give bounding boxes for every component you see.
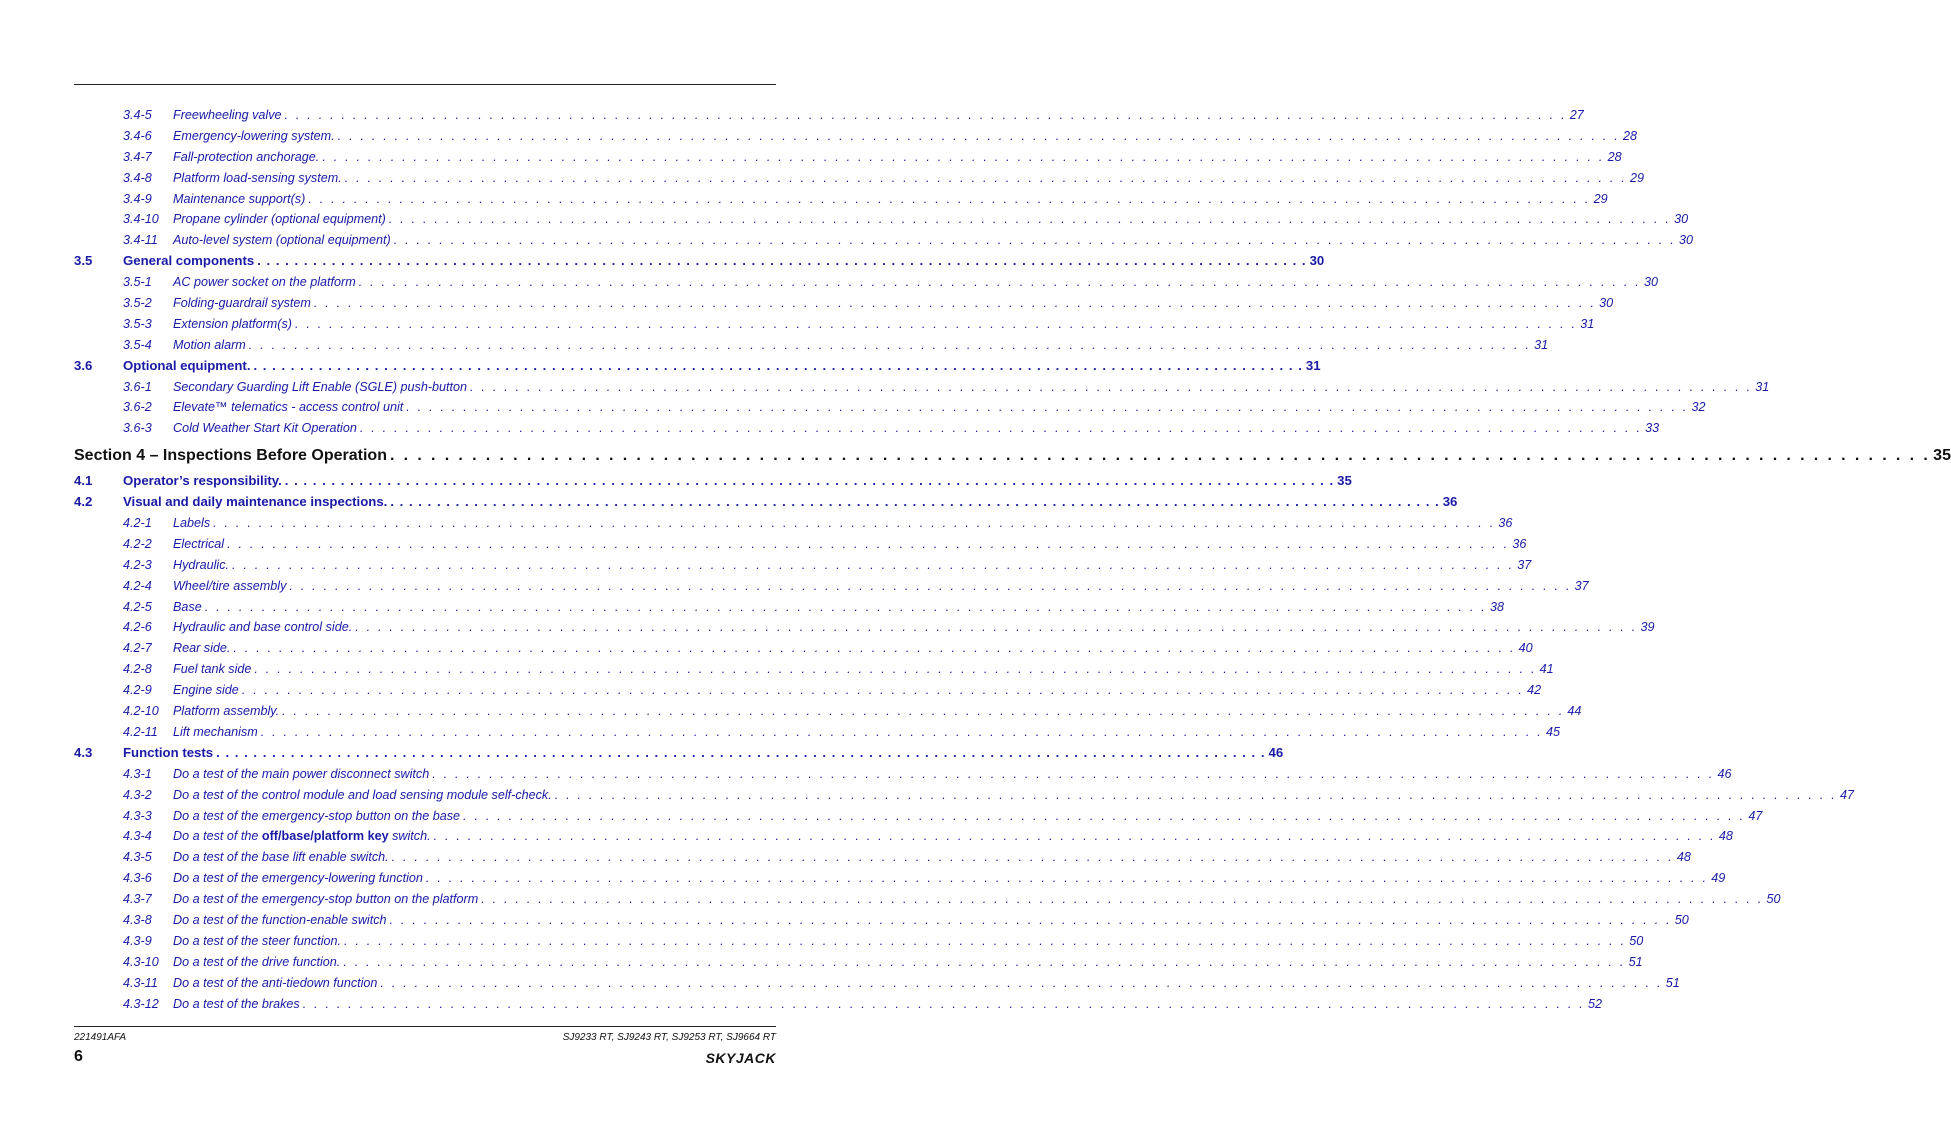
toc-entry-number: 3.4-6 — [123, 128, 152, 143]
toc-page-number: 36 — [1512, 536, 1527, 551]
toc-entry[interactable] — [74, 722, 1560, 743]
toc-page-number: 36 — [1442, 494, 1458, 510]
toc-entry[interactable] — [74, 638, 1533, 659]
toc-page-number: 46 — [1717, 766, 1732, 781]
toc-page-number: 47 — [1748, 808, 1763, 823]
toc-page-number: 35 — [1933, 447, 1951, 465]
toc-leader-dots: . . . . . . . . . . . . . . . . . . . . . . . . . . . . . . . . . . . . . . . . . . . . . . . . . . . . . . . . . . . . . . . . . . . . . . . . . . . . . . . . . . . . . . . . . . . . . . . . . . . . . . . . . . . . . . . . . — [284, 473, 1335, 489]
toc-entry-number: 4.3-3 — [123, 808, 152, 823]
toc-entry-title: General components — [123, 253, 255, 269]
toc-leader-dots: . . . . . . . . . . . . . . . . . . . . . . . . . . . . . . . . . . . . . . . . . . . . . . . . . . . . . . . . . . . . . . . . . . . . . . . . . . . . . . . . . . . . . . . . . . . . . . . . . . . . . . . . . . . . . . . . . — [213, 516, 1496, 531]
toc-entry-number: 3.5 — [74, 253, 93, 269]
toc-leader-dots: . . . . . . . . . . . . . . . . . . . . . . . . . . . . . . . . . . . . . . . . . . . . . . . . . . . . . . . . . . . . . . . . . . . . . . . . . . . . . . . . . . . . . . . . . . . . . . . . . . . . . . . . . . . . . . . . . — [391, 850, 1674, 865]
toc-entry[interactable] — [74, 659, 1554, 680]
toc-page-number: 46 — [1268, 744, 1284, 760]
toc-entry[interactable] — [74, 701, 1582, 722]
toc-entry[interactable] — [74, 973, 1680, 994]
toc-entry-title: Emergency-lowering system. — [173, 128, 335, 143]
toc-entry-number: 4.2-5 — [123, 599, 152, 614]
toc-page-number: 38 — [1489, 599, 1504, 614]
toc-leader-dots: . . . . . . . . . . . . . . . . . . . . . . . . . . . . . . . . . . . . . . . . . . . . . . . . . . . . . . . . . . . . . . . . . . . . . . . . . . . . . . . . . . . . . . . . . . . . . . . . . . . . . . . . . . . . . . . . . — [322, 149, 1605, 164]
toc-leader-dots: . . . . . . . . . . . . . . . . . . . . . . . . . . . . . . . . . . . . . . . . . . . . . . . . . . . . . . . . . . . . . . . . . . . . . . . . . . . . . . . . . . . . . . . . . . . . . . . . . . . . . . . . . . . . . . . . . — [253, 357, 1303, 373]
toc-entry-title: Do a test of the brakes — [173, 996, 300, 1011]
toc-entry-number: 4.2-10 — [123, 704, 159, 719]
toc-page-number: 36 — [1498, 516, 1513, 531]
toc-entry-title: Labels — [173, 516, 211, 531]
toc-leader-dots: . . . . . . . . . . . . . . . . . . . . . . . . . . . . . . . . . . . . . . . . . . . . . . . . . . . . . . . . . . . . . . . . . . . . . . . . . . . . . . . . . . . . . . . . . . . . . . . . . . . . . . . . . . . . . . . . . — [308, 191, 1591, 206]
toc-entry-title: Lift mechanism — [173, 724, 258, 739]
toc-entry-title: Optional equipment. — [123, 357, 251, 373]
toc-section[interactable] — [74, 492, 1458, 513]
toc-leader-dots: . . . . . . . . . . . . . . . . . . . . . . . . . . . . . . . . . . . . . . . . . . . . . . . . . . . . . . . . . . . . . . . . . . . . . . . . . . . . . . . . . . . . . . . . . . . . . . . . . . . . . . . . . . . . . . . . . — [284, 108, 1567, 122]
toc-page-number: 28 — [1607, 149, 1622, 164]
toc-entry-title: Fuel tank side — [173, 662, 252, 677]
toc-entry[interactable] — [74, 534, 1527, 555]
toc-entry-title: AC power socket on the platform — [173, 275, 356, 290]
toc-page-number: 29 — [1629, 170, 1644, 185]
toc-entry-number: 4.3-1 — [123, 766, 152, 781]
toc-entry-number: 4.2-7 — [123, 641, 152, 656]
toc-entry-number: 4.3 — [74, 744, 93, 760]
toc-entry-number: 4.2-11 — [123, 724, 158, 739]
toc-page-number: 51 — [1628, 954, 1643, 969]
toc-entry[interactable] — [74, 209, 1689, 230]
toc-leader-dots: . . . . . . . . . . . . . . . . . . . . . . . . . . . . . . . . . . . . . . . . . . . . . . . . . . . . . . . . . . . . . . . . . . . . . . . . . . . . . . . . . . . . . . . . . . . . . . . . . . . . . . . . . . . . . . . . . — [390, 494, 1440, 510]
toc-leader-dots: . . . . . . . . . . . . . . . . . . . . . . . . . . . . . . . . . . . . . . . . . . . . . . . . . . . . . . . . . . . . . . . . . . . . . . . . . . . . . . . . . . . . . . . . . . . . . . . . . . . . . . . . . . . . . . . . . — [313, 296, 1597, 311]
toc-entry-title: Do a test of the drive function. — [173, 954, 341, 969]
toc-entry-title: Do a test of the main power disconnect switch — [173, 766, 430, 781]
toc-entry-number: 3.5-1 — [123, 275, 152, 290]
toc-entry[interactable] — [74, 513, 1513, 534]
toc-leader-dots: . . . . . . . . . . . . . . . . . . . . . . . . . . . . . . . . . . . . . . . . . . . . . . . . . . . . . . . . . . . . . . . . . . . . . . . . . . . . . . . . . . . . . . . . . . . . . . . . . . . . . . . . . . . . . . . . . — [358, 275, 1641, 290]
toc-entry[interactable] — [74, 952, 1643, 973]
toc-leader-dots: . . . . . . . . . . . . . . . . . . . . . . . . . . . . . . . . . . . . . . . . . . . . . . . . . . . . . . . . . . . . . . . . . . . . . . . . . . . . . . . . . . . . . . . . . . . . . . . . . . . . . . . . . . . . . . . . . — [343, 954, 1626, 969]
toc-entry-title: Cold Weather Start Kit Operation — [173, 421, 357, 436]
toc-entry-title: Fall-protection anchorage. — [173, 149, 320, 164]
toc-leader-dots: . . . . . . . . . . . . . . . . . . . . . . . . . . . . . . . . . . . . . . . . . . . . . . . . . . . . . . . . . . . . . . . . . . . . . . . . . . . . . . . . . . . . . . . . . . . . . . . . . . . . . . . . . . . . . . . . . — [344, 933, 1627, 948]
toc-page-number: 50 — [1629, 933, 1644, 948]
toc-entry-title: Wheel/tire assembly — [173, 578, 287, 593]
toc-leader-dots: . . . . . . . . . . . . . . . . . . . . . . . . . . . . . . . . . . . . . . . . . . . . . . . . . . . . . . . . . . . . . . . . . . . . . . . . . . . . . . . . . . . . . . . . . . . . . . . . . . . . . . . . . . . . . . . . . — [481, 892, 1764, 907]
toc-entry-number: 4.2-4 — [123, 578, 152, 593]
toc-entry-number: 3.6 — [74, 357, 93, 373]
toc-leader-dots: . . . . . . . . . . . . . . . . . . . . . . . . . . . . . . . . . . . . . . . . . . . . . . . . . . . . . . . . . . . . . . . . . . . . . . . . . . . . . . . . . . . . . . . . . . . . . . . . . . . . . . . . . . . . . . . . . — [294, 316, 1578, 331]
toc-entry-title: Maintenance support(s) — [173, 191, 306, 206]
toc-entry[interactable] — [74, 868, 1726, 889]
toc-entry-title: Do a test of the emergency-stop button on the platform — [173, 892, 479, 907]
toc-entry-title: Do a test of the emergency-lowering function — [173, 871, 423, 886]
toc-leader-dots: . . . . . . . . . . . . . . . . . . . . . . . . . . . . . . . . . . . . . . . . . . . . . . . . . . . . . . . . . . . . . . . . . . . . . . . . . . . . . . . . . . . . . . . . . . . . . . . . . . . . . . . . . . . . . . . . . — [232, 557, 1515, 572]
toc-entry-number: 4.3-5 — [123, 850, 152, 865]
toc-entry[interactable] — [74, 994, 1602, 1015]
toc-entry-title: Function tests — [123, 744, 214, 760]
toc-entry-title: Freewheeling valve — [173, 108, 282, 122]
toc-entry-number: 4.3-9 — [123, 933, 152, 948]
toc-entry-title — [173, 826, 434, 847]
toc-entry-title: Platform assembly. — [173, 704, 280, 719]
toc-leader-dots: . . . . . . . . . . . . . . . . . . . . . . . . . . . . . . . . . . . . . . . . . . . . . . . . . . . . . . . . . . . . . . . . . . . . . . . . . . . . . . . . . . . . . . . . . . . . . . . . . . . . . . . . . . . . . . . . . — [227, 536, 1510, 551]
toc-entry-number: 4.3-7 — [123, 892, 152, 907]
page-number: 6 — [74, 1048, 83, 1065]
toc-page-number: 48 — [1718, 829, 1733, 844]
toc-leader-dots: . . . . . . . . . . . . . . . . . . . . . . . . . . . . . . . . . . . . . . . . . . . . . . . . . . . . . . . . . . . . . . . . . . . . . . . . . . . . . . . . . . . . . . . . . . . . . . . . . . . . . . . . . . . . . . . . . — [241, 683, 1525, 698]
toc-entry-number: 3.6-2 — [123, 400, 152, 415]
toc-section[interactable] — [74, 251, 1325, 272]
toc-page-number: 42 — [1527, 683, 1542, 698]
toc-entry[interactable] — [74, 147, 1622, 168]
toc-entry-number: 4.3-12 — [123, 996, 159, 1011]
toc-entry-title: Folding-guardrail system — [173, 296, 311, 311]
toc-page-number: 44 — [1567, 704, 1582, 719]
toc-leader-dots: . . . . . . . . . . . . . . . . . . . . . . . . . . . . . . . . . . . . . . . . . . . . . . . . . . . . . . . . . . . . . . . . . . . . . . . . . . . . . . . . . . . . . . . . . . . . . . . . . . . . . . . . . . . . . . . . . — [204, 599, 1487, 614]
toc-entry[interactable] — [74, 597, 1504, 618]
toc-entry-title: Do a test of the anti-tiedown function — [173, 975, 378, 990]
toc-entry-title: Hydraulic and base control side. — [173, 620, 353, 635]
header-rule — [74, 84, 776, 85]
toc-entry-title: Do a test of the control module and load sensing module self-check. — [173, 787, 552, 802]
toc-entry-number: 4.2-6 — [123, 620, 152, 635]
toc-page-number: 28 — [1622, 128, 1637, 143]
toc-entry-number: 4.2-8 — [123, 662, 152, 677]
toc-entry[interactable] — [74, 397, 1706, 418]
toc-entry[interactable] — [74, 189, 1608, 210]
toc-page-number: 47 — [1840, 787, 1855, 802]
toc-page-number: 33 — [1645, 421, 1660, 436]
toc-entry[interactable] — [74, 806, 1763, 827]
toc-leader-dots: . . . . . . . . . . . . . . . . . . . . . . . . . . . . . . . . . . . . . . . . . . . . . . . . . . . . . . . . . . . . . . . . . . . . . . . . . . . . . . . . . . . . . . . . . . . . . . . . . . . . . . . . . . . . . . . . . — [470, 379, 1753, 394]
toc-entry-number: 4.3-4 — [123, 829, 152, 844]
toc-section[interactable] — [74, 743, 1284, 764]
toc-entry-title: Auto-level system (optional equipment) — [173, 233, 391, 248]
toc-entry-number: 3.4-9 — [123, 191, 152, 206]
toc-page-number: 37 — [1517, 557, 1532, 572]
toc-page-number: 30 — [1643, 275, 1658, 290]
toc-leader-dots: . . . . . . . . . . . . . . . . . . . . . . . . . . . . . . . . . . . . . . . . . . . . . . . . . . . . . . . . . . . . . . . . . . . . . . . . . . . . . . . . . . . . . . . . . . . . . . . . . . . . . . . . . . . . . . . . . — [554, 787, 1837, 802]
toc-leader-dots: . . . . . . . . . . . . . . . . . . . . . . . . . . . . . . . . . . . . . . . . . . . . . . . . . . . . . . . . . . . . . . . . . . . . . . . . . . . . . . . . . . . . . . . . . . . . . . . . . . . . . . . . . . . . . . . . . — [257, 253, 1307, 269]
toc-entry-title: Visual and daily maintenance inspections. — [123, 494, 388, 510]
toc-entry-title: Operator’s responsibility. — [123, 473, 282, 489]
toc-title-part: Do a test of the — [173, 829, 262, 844]
toc-leader-dots: . . . . . . . . . . . . . . . . . . . . . . . . . . . . . . . . . . . . . . . . . . . . . . . . . . . . . . . . . . . . . . . . . . . . . . . . . . . . . . . . . . . . . . . . . . . . . . . . . . . . . . . . . . . . . . . . . — [254, 662, 1537, 677]
toc-entry[interactable] — [74, 555, 1532, 576]
toc-leader-dots: . . . . . . . . . . . . . . . . . . . . . . . . . . . . . . . . . . . . . . . . . . . . . . . . . . . . . . . . . . . . . . . . . . . . . . . . . . . . . . . . . . . . . . . . . . . . . . . . . . . . . . . . . . . . . . . . . — [388, 212, 1672, 227]
toc-entry-title: Do a test of the base lift enable switch. — [173, 850, 389, 865]
toc-leader-dots: . . . . . . . . . . . . . . . . . . . . . . . . . . . . . . . . . . . . . . . . . . . . . . . . . . . . . . . . . . . . . . . . . . . . . . . . . . . . . . . . . . . . . . . . . . . . . . . . . . . . . . . . . . . . . . . . . — [355, 620, 1638, 635]
toc-page-number: 48 — [1676, 850, 1691, 865]
toc-entry[interactable] — [74, 931, 1644, 952]
toc-page-number: 39 — [1640, 620, 1655, 635]
toc-entry[interactable] — [74, 418, 1660, 439]
toc-page-number: 40 — [1518, 641, 1533, 656]
toc-page-number: 45 — [1545, 724, 1560, 739]
toc-entry-number: 3.4-5 — [123, 108, 152, 122]
toc-leader-dots: . . . . . . . . . . . . . . . . . . . . . . . . . . . . . . . . . . . . . . . . . . . . . . . . . . . . . . . . . . . . . . . . . . . . . . . . . . . . . . . . . . . . . . . . . . . . . . . . . . . . . . . . . . . . . . . . . — [380, 975, 1663, 990]
toc-entry-number: 3.5-2 — [123, 296, 152, 311]
toc-leader-dots: . . . . . . . . . . . . . . . . . . . . . . . . . . . . . . . . . . . . . . . . . . . . . . . . . . . . . . . . . . . . . . . . . . . . . . . . . . . . . . . . . . . . . . . . . . . . . . . . . . . . . . . . . . . . . . . . . — [432, 766, 1715, 781]
toc-entry[interactable] — [74, 847, 1691, 868]
toc-entry-title: Secondary Guarding Lift Enable (SGLE) push-button — [173, 379, 468, 394]
toc-page-number: 41 — [1539, 662, 1554, 677]
toc-entry-title: Do a test of the steer function. — [173, 933, 342, 948]
toc-page-number: 50 — [1674, 912, 1689, 927]
toc-entry-title: Motion alarm — [173, 337, 246, 352]
model-list: SJ9233 RT, SJ9243 RT, SJ9253 RT, SJ9664 RT — [562, 1032, 776, 1043]
toc-entry-number: 3.4-10 — [123, 212, 159, 227]
toc-title-keyword: off/base/platform key — [261, 829, 389, 844]
toc-page-number: 30 — [1674, 212, 1689, 227]
skyjack-logo: SKYJACK — [705, 1050, 776, 1066]
toc-section[interactable] — [74, 471, 1352, 492]
toc-entry-number: 4.2-2 — [123, 536, 152, 551]
toc-leader-dots: . . . . . . . . . . . . . . . . . . . . . . . . . . . . . . . . . . . . . . . . . . . . . . . . . . . . . . . . . . . . . . . . . . . . . . . . . . . . . . . . . . . . . . . . . . . . . . . . . . . . . . . . . . . . . . . . . — [359, 421, 1643, 436]
toc-page-number: 51 — [1665, 975, 1680, 990]
toc-leader-dots: . . . . . . . . . . . . . . . . . . . . . . . . . . . . . . . . . . . . . . . . . . . . . . . . . . . . . . . . . . . . . . . . . . . . . . . . . . . . . . . . . . . . . . . . . . . . . . . . . . . . . . . . . . . . . . . . . — [393, 233, 1676, 248]
toc-page-number: 32 — [1691, 400, 1706, 415]
toc-entry-title: Propane cylinder (optional equipment) — [173, 212, 386, 227]
toc-entry[interactable] — [74, 293, 1614, 314]
toc-title-part: switch. — [388, 829, 431, 844]
toc-entry-title: Section 4 – Inspections Before Operation — [74, 447, 387, 465]
document-code: 221491AFA — [74, 1032, 127, 1043]
toc-page-number: 30 — [1678, 233, 1693, 248]
toc-entry-number: 4.2-1 — [123, 516, 152, 531]
toc-entry-number: 4.2-9 — [123, 683, 152, 698]
toc-entry-number: 3.4-8 — [123, 170, 152, 185]
toc-entry[interactable] — [74, 230, 1693, 251]
toc-page-number: 31 — [1580, 316, 1595, 331]
toc-leader-dots: . . . . . . . . . . . . . . . . . . . . . . . . . . . . . . . . . . . . . . . . . . . . . . . . . . . . . . . . . . . . . . . . . . . . . . . . . . . . . . . . . . . . . . . . . . . . . . . . . . . . . . . . . . . . . . . . . — [337, 128, 1620, 143]
toc-entry-number: 4.2-3 — [123, 557, 152, 572]
toc-entry-number: 4.3-8 — [123, 912, 152, 927]
toc-entry-number: 3.6-1 — [123, 379, 152, 394]
toc-page-number: 27 — [1569, 108, 1584, 122]
toc-page-number: 30 — [1599, 296, 1614, 311]
toc-entry-number: 4.3-10 — [123, 954, 159, 969]
toc-leader-dots: . . . . . . . . . . . . . . . . . . . . . . . . . . . . . . . . . . . . . . . . . . . . . . . . . . . . . . . . . . . . . . . . . . . . . . . . . . . . . . . . . . . . . . . . . . . . . . . . . . . . . . . . . . . . . . . . . — [260, 724, 1543, 739]
toc-entry-title: Platform load-sensing system. — [173, 170, 342, 185]
toc-entry-number: 4.3-11 — [123, 975, 158, 990]
toc-entry-number: 4.1 — [74, 473, 93, 489]
toc-entry[interactable] — [74, 335, 1549, 356]
toc-entry-title: Do a test of the emergency-stop button on the base — [173, 808, 461, 823]
toc-leader-dots: . . . . . . . . . . . . . . . . . . . . . . . . . . . . . . . . . . . . . . . . . . . . . . . . . . . . . . . . . . . . . . . . . . . . . . . . . . . . . . . . . . . . . . . . . . . . . . . . . . . . . . . . . . . . . . . . . — [233, 641, 1516, 656]
toc-leader-dots: . . . . . . . . . . . . . . . . . . . . . . . . . . . . . . . . . . . . . . . . . . . . . . . . . . . . . . . . . . . . . . . . . . . . . . . . . . . . . . . . . . . . . . . . . . . . . . . . . . . . . . . . . . . . . . . . . — [216, 744, 1266, 760]
toc-entry-number: 4.2 — [74, 494, 93, 510]
toc-page-number: 31 — [1534, 337, 1549, 352]
toc-entry-number: 3.4-11 — [123, 233, 158, 248]
toc-entry-number: 3.5-4 — [123, 337, 152, 352]
toc-page-number: 52 — [1587, 996, 1602, 1011]
toc-entry[interactable] — [74, 168, 1644, 189]
toc-page-number: 50 — [1766, 892, 1781, 907]
toc-entry[interactable] — [74, 576, 1589, 597]
toc-entry[interactable] — [74, 889, 1781, 910]
toc-entry[interactable] — [74, 680, 1542, 701]
toc-page-number: 35 — [1337, 473, 1352, 489]
toc-entry-title: Elevate™ telematics - access control unit — [173, 400, 404, 415]
toc-entry[interactable] — [74, 377, 1770, 398]
toc-entry[interactable] — [74, 272, 1658, 293]
toc-section[interactable] — [74, 356, 1321, 377]
toc-page-number: 49 — [1711, 871, 1726, 886]
toc-leader-dots: . . . . . . . . . . . . . . . . . . . . . . . . . . . . . . . . . . . . . . . . . . . . . . . . . . . . . . . . . . . . . . . . . . . . . . . . . . . . . . . . . . . . . . . . . . . . . . . . . . . . . . . . . . . . . . . . . — [248, 337, 1532, 352]
toc-leader-dots: . . . . . . . . . . . . . . . . . . . . . . . . . . . . . . . . . . . . . . . . . . . . . . . . . . . . . . . . . . . . . . . . . . . . . . . . . . . . . . . . . . . . . . . . . . . . . . . . . . . . . . . . . . . . . . . . . — [289, 578, 1572, 593]
toc-entry-number: 3.4-7 — [123, 149, 152, 164]
toc-entry-number: 4.3-6 — [123, 871, 152, 886]
toc-page-number: 30 — [1309, 253, 1325, 269]
toc-leader-dots: . . . . . . . . . . . . . . . . . . . . . . . . . . . . . . . . . . . . . . . . . . . . . . . . . . . . . . . . . . . . . . . . . . . . . . . . . . . . . . . . . . . . . . . . . . . . . . . . . . . . . . . . . . . . . . . . . — [344, 170, 1627, 185]
toc-chapter[interactable] — [74, 441, 1951, 471]
toc-page-number: 37 — [1574, 578, 1589, 593]
toc-entry[interactable] — [74, 764, 1732, 785]
toc-entry-title: Extension platform(s) — [173, 316, 292, 331]
toc-entry-number: 3.5-3 — [123, 316, 152, 331]
toc-entry-title: Do a test of the function-enable switch — [173, 912, 387, 927]
toc-leader-dots: . . . . . . . . . . . . . . . . . . . . . . . . . . . . . . . . . . . . . . . . . . . . . . . . . . . . . . . . . . . . . . . . . . . . . . . . . . . . . . . . . . . . . . . . . . . . . . . . . . . . . . . . . . . . . . . . . — [406, 400, 1689, 415]
toc-leader-dots: . . . . . . . . . . . . . . . . . . . . . . . . . . . . . . . . . . . . . . . . . . . . . . . . . . . . . . . . . . . . . . . . . . . . . . . . . . . . . . . . . . . . . . . . . . . . . . . . . . . . . . . . . . . . . . . . . — [433, 829, 1716, 844]
toc-entry[interactable] — [74, 617, 1655, 638]
toc-leader-dots: . . . . . . . . . . . . . . . . . . . . . . . . . . . . . . . . . . . . . . . . . . . . . . . . . . . . . . . . . . . . . . . . . . . . . . . . . . . . . . . . . . . . . . . . . . . . . . . . . . . . . . . . . . . . . . . . . — [425, 871, 1709, 886]
toc-entry-title: Engine side — [173, 683, 239, 698]
toc-leader-dots: . . . . . . . . . . . . . . . . . . . . . . . . . . . . . . . . . . . . . . . . . . . . . . . . . . . . . . . . . . . . . . . . . . . . . . . . . . . . . . . . . . . . . . . . . . . . . . . . . . . . . . . . . . . . . . . . . — [389, 912, 1672, 927]
toc-entry[interactable] — [74, 105, 1584, 126]
toc-entry-number: 3.6-3 — [123, 421, 152, 436]
toc-entry[interactable] — [74, 126, 1637, 147]
toc-leader-dots: . . . . . . . . . . . . . . . . . . . . . . . . . . . . . . . . . . . . . . . . . . . . . . . . . . . . . . . . . . . . . . . . . . . . . . . . . . . . . . . . . . . . . . . . . . . . . . . . . . . . . . . . . . . . . . . . . — [463, 808, 1746, 823]
toc-leader-dots: . . . . . . . . . . . . . . . . . . . . . . . . . . . . . . . . . . . . . . . . . . . . . . . . . . . . . . . . . . . . . . . . . . . . . . . . . . . . . . . . . . . . . . . . . . . . . . . . . . . . . . . . . . . . . . . . . — [282, 704, 1565, 719]
toc-entry-title: Rear side. — [173, 641, 231, 656]
toc-page-number: 31 — [1755, 379, 1770, 394]
toc-entry[interactable] — [74, 910, 1689, 931]
toc-entry-title: Electrical — [173, 536, 225, 551]
toc-entry[interactable] — [74, 826, 1733, 847]
toc-entry-title: Hydraulic. — [173, 557, 229, 572]
footer-rule — [74, 1026, 776, 1027]
toc-page-number: 31 — [1305, 357, 1321, 373]
toc-page-number: 29 — [1593, 191, 1608, 206]
toc-entry[interactable] — [74, 314, 1595, 335]
toc-entry-title: Base — [173, 599, 202, 614]
table-of-contents — [74, 105, 1951, 1014]
toc-leader-dots: . . . . . . . . . . . . . . . . . . . . . . . . . . . . . . . . . . . . . . . . . . . . . . . . . . . . . . . . . . . . . . . . . . . . . . . . . . . . . . . . . . . . . . . . . . . . . . . . . . . . . . . . . . . . . . . . . — [302, 996, 1585, 1011]
toc-leader-dots: . . . . . . . . . . . . . . . . . . . . . . . . . . . . . . . . . . . . . . . . . . . . . . . . . . . . . . . . . . . . . . . . . . . . . . . . . . . . . . . . . . . . . . . . . . . . . . . . . . . . . . . . . . . . . . . . . — [389, 447, 1931, 465]
toc-entry-number: 4.3-2 — [123, 787, 152, 802]
toc-entry[interactable] — [74, 785, 1855, 806]
